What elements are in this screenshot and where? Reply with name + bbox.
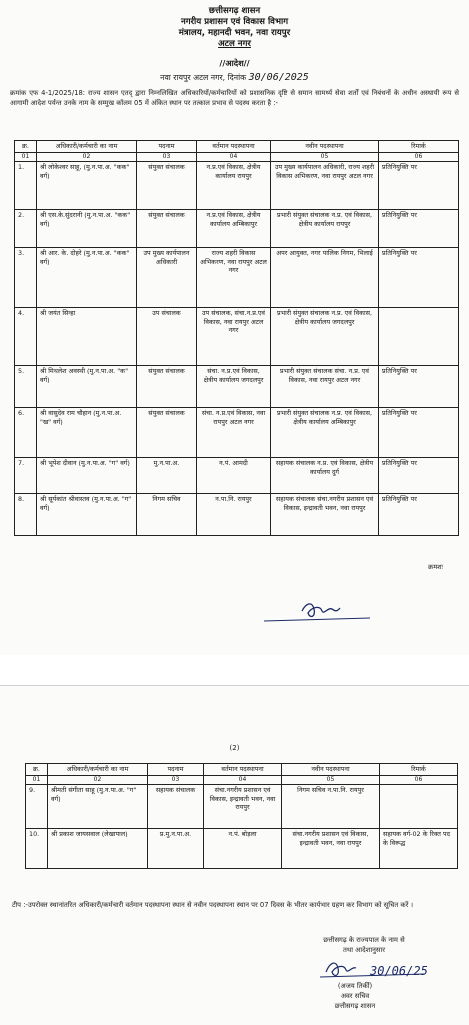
letterhead-address: मंत्रालय, महानदी भवन, नवा रायपुर: [178, 28, 291, 38]
cell-sn: 2.: [15, 210, 37, 248]
table-row: [26, 785, 458, 829]
letterhead: [0, 0, 469, 50]
cell-remark: प्रतिनियुक्ति पर: [379, 210, 459, 248]
cell-sn: 8.: [15, 494, 37, 536]
header-designation: पदनाम: [137, 141, 197, 153]
column-number: 06: [379, 152, 459, 162]
cell-designation: संयुक्त संचालक: [137, 210, 197, 248]
cell-sn: 7.: [15, 458, 37, 494]
column-number: 06: [380, 775, 458, 785]
cell-sn: 9.: [26, 785, 48, 829]
signatory-designation: अवर सचिव: [340, 992, 370, 1001]
cell-new-posting: उप मुख्य कार्यपालन अधिकारी, राज्य शहरी विकास अभिकरण, नवा रायपुर अटल नगर: [271, 162, 379, 210]
cell-remark: प्रतिनियुक्ति पर: [379, 408, 459, 458]
cell-current-posting: न.पा.नि. रायपुर: [197, 494, 271, 536]
cell-designation: संयुक्त संचालक: [137, 162, 197, 210]
cell-designation: उप मुख्य कार्यपालन अधिकारी: [137, 248, 197, 308]
header-sn: क्र.: [26, 764, 48, 776]
table-row: [15, 248, 459, 308]
order-dateline: [0, 72, 469, 83]
cell-remark: सहायक वर्ग-02 के रिक्त पद के विरूद्ध: [380, 829, 458, 869]
header-remark: रिमार्क: [380, 764, 458, 776]
cell-current-posting: न.प्र.एवं विकास, क्षेत्रीय कार्यालय अम्बिकापुर: [197, 210, 271, 248]
table-header-row: [26, 764, 458, 776]
cell-remark: [380, 785, 458, 829]
header-remark: रिमार्क: [379, 141, 459, 153]
authority-line: [284, 935, 444, 955]
signature-initials: [262, 597, 372, 627]
cell-name: श्री सूर्यकांत श्रीवास्तव (मु.न.पा.अ. "ग" वर्ग): [37, 494, 137, 536]
column-number-row: [15, 152, 459, 162]
order-intro: क्रमांक एफ 4-1/2025/18: राज्य शासन एतद् द्वारा निम्नलिखित अधिकारियों/कर्मचारियों को प्रशासनिक दृष्टि से समान सामर्थ्य सेवा शर्तों एवं निबंधनों के अधीन अस्थायी रूप से आगामी आदेश पर्यन्त उनके नाम के सम्मुख कॉलम 05 में अंकित स्थान पर तत्काल प्रभाव से पदस्थ करता है :-: [10, 89, 459, 107]
cell-name: श्री प्रकाश जायसवाल (लेखापाल): [48, 829, 148, 869]
cell-new-posting: प्रभारी संयुक्त संचालक न.प्र. एवं विकास, क्षेत्रीय कार्यालय रायपुर: [271, 210, 379, 248]
column-number-row: [26, 775, 458, 785]
cell-designation: सहायक संचालक: [148, 785, 204, 829]
cell-sn: 1.: [15, 162, 37, 210]
column-number: 01: [15, 152, 37, 162]
authority-line-2: तथा आदेशानुसार: [343, 946, 385, 954]
cell-remark: प्रतिनियुक्ति पर: [379, 366, 459, 408]
cell-new-posting: प्रभारी संयुक्त संचालक न.प्र. एवं विकास, क्षेत्रीय कार्यालय जगदलपुर: [271, 308, 379, 366]
page-gap: [0, 655, 469, 685]
cell-sn: 5.: [15, 366, 37, 408]
header-new-posting: नवीन पदस्थापना: [271, 141, 379, 153]
cell-designation: संयुक्त संचालक: [137, 366, 197, 408]
order-place: नवा रायपुर अटल नगर, दिनांक: [160, 73, 247, 82]
cell-current-posting: न.पं. आमदी: [197, 458, 271, 494]
header-sn: क्र.: [15, 141, 37, 153]
note-text: टीप :-उपरोक्त स्थानांतरित अधिकारी/कर्मचारी वर्तमान पदस्थापना स्थान से नवीन पदस्थापना स्थान पर 07 दिवस के भीतर कार्यभार ग्रहण कर विभाग को सूचित करें ।: [12, 901, 414, 909]
cell-designation: प्र.मु.न.पा.अ.: [148, 829, 204, 869]
column-number: 04: [197, 152, 271, 162]
cell-sn: 10.: [26, 829, 48, 869]
letterhead-government: छत्तीसगढ़ शासन: [208, 6, 261, 16]
column-number: 05: [271, 152, 379, 162]
cell-name: श्री वासुदेव राम चौहान (मु.न.पा.अ. "ख" वर्ग): [37, 408, 137, 458]
cell-new-posting: प्रभारी संयुक्त संचालक संचा. न.प्र. एवं विकास, नवा रायपुर अटल नगर: [271, 366, 379, 408]
transfer-table-page-2: [25, 763, 458, 869]
cell-new-posting: प्रभारी संयुक्त संचालक न.प्र. एवं विकास, क्षेत्रीय कार्यालय अम्बिकापुर: [271, 408, 379, 458]
table-row: [15, 494, 459, 536]
cell-current-posting: न.पं. बोड़ला: [204, 829, 282, 869]
header-new-posting: नवीन पदस्थापना: [282, 764, 380, 776]
column-number: 03: [148, 775, 204, 785]
column-number: 02: [48, 775, 148, 785]
cell-current-posting: संचा.नगरीय प्रशासन एवं विकास, इन्द्रावती भवन, नवा रायपुर: [204, 785, 282, 829]
cell-current-posting: संचा. न.प्र.एवं विकास, नवा रायपुर अटल नगर: [197, 408, 271, 458]
order-title: //आदेश//: [219, 58, 250, 68]
signatory-org: छत्तीसगढ़ शासन: [334, 1002, 376, 1011]
authority-line-1: छत्तीसगढ़ के राज्यपाल के नाम से: [323, 936, 405, 944]
cell-current-posting: राज्य शहरी विकास अभिकरण, नवा रायपुर अटल नगर: [197, 248, 271, 308]
cell-remark: प्रतिनियुक्ति पर: [379, 494, 459, 536]
cell-current-posting: उप संचालक, संचा.न.प्र.एवं विकास, नवा रायपुर अटल नगर: [197, 308, 271, 366]
cell-designation: संयुक्त संचालक: [137, 408, 197, 458]
transfer-table-page-1: [14, 140, 459, 536]
cell-name: श्री भूपेश दीवान (मु.न.पा.अ. "ग" वर्ग): [37, 458, 137, 494]
table-row: [15, 458, 459, 494]
cell-new-posting: सहायक संचालक न.प्र. एवं विकास, क्षेत्रीय कार्यालय दुर्ग: [271, 458, 379, 494]
cell-designation: निगम सचिव: [137, 494, 197, 536]
table-header-row: [15, 141, 459, 153]
cell-new-posting: संचा.नगरीय प्रशासन एवं विकास, इन्द्रावती भवन, नवा रायपुर: [282, 829, 380, 869]
column-number: 02: [37, 152, 137, 162]
signature-image: [318, 954, 428, 984]
cell-designation: मु.न.पा.अ.: [137, 458, 197, 494]
column-number: 03: [137, 152, 197, 162]
cell-name: श्री आर. के. दोहरे (मु.न.पा.अ. "कक" वर्ग): [37, 248, 137, 308]
column-number: 05: [282, 775, 380, 785]
header-name: अधिकारी/कर्मचारी का नाम: [48, 764, 148, 776]
order-date: 30/06/2025: [248, 72, 309, 83]
cell-name: श्री एस.के.सुंदरानी (मु.न.पा.अ. "कक" वर्ग): [37, 210, 137, 248]
cell-sn: 4.: [15, 308, 37, 366]
continued-label: क्रमशः: [428, 563, 443, 571]
order-page-2: [0, 685, 469, 1025]
signatory-block: [290, 981, 420, 1012]
table-row: [15, 366, 459, 408]
cell-name: श्री मिथलेश अवस्थी (मु.न.पा.अ. "क" वर्ग): [37, 366, 137, 408]
cell-new-posting: सहायक संचालक संचा.नगरीय प्रशासन एवं विकास, इन्द्रावती भवन, नवा रायपुर: [271, 494, 379, 536]
cell-new-posting: अपर आयुक्त, नगर पालिक निगम, भिलाई: [271, 248, 379, 308]
table-row: [15, 408, 459, 458]
cell-sn: 3.: [15, 248, 37, 308]
table-row: [26, 829, 458, 869]
cell-remark: प्रतिनियुक्ति पर: [379, 162, 459, 210]
header-designation: पदनाम: [148, 764, 204, 776]
table-row: [15, 308, 459, 366]
column-number: 01: [26, 775, 48, 785]
cell-remark: प्रतिनियुक्ति पर: [379, 458, 459, 494]
page-number: (2): [229, 744, 240, 752]
header-current-posting: वर्तमान पदस्थापना: [197, 141, 271, 153]
cell-current-posting: न.प्र.एवं विकास, क्षेत्रीय कार्यालय रायपुर: [197, 162, 271, 210]
signatory-name: (अजय तिर्की): [337, 982, 373, 990]
cell-name: श्री लोकेश्वर साहू, (मु.न.पा.अ. "कक" वर्ग): [37, 162, 137, 210]
letterhead-department: नगरीय प्रशासन एवं विकास विभाग: [180, 17, 289, 27]
header-name: अधिकारी/कर्मचारी का नाम: [37, 141, 137, 153]
signature-date: 30/06/25: [370, 964, 428, 978]
cell-remark: [379, 308, 459, 366]
table-row: [15, 210, 459, 248]
cell-remark: प्रतिनियुक्ति पर: [379, 248, 459, 308]
cell-current-posting: संचा. न.प्र.एवं विकास, क्षेत्रीय कार्यालय जगदलपुर: [197, 366, 271, 408]
cell-sn: 6.: [15, 408, 37, 458]
cell-designation: उप संचालक: [137, 308, 197, 366]
letterhead-city: अटल नगर: [218, 39, 251, 49]
header-current-posting: वर्तमान पदस्थापना: [204, 764, 282, 776]
cell-new-posting: निगम सचिव न.पा.नि. रायपुर: [282, 785, 380, 829]
cell-name: श्री जयंत सिन्हा: [37, 308, 137, 366]
cell-name: श्रीमती संगीता साहू (मु.न.पा.अ. "ग" वर्ग): [48, 785, 148, 829]
table-row: [15, 162, 459, 210]
column-number: 04: [204, 775, 282, 785]
